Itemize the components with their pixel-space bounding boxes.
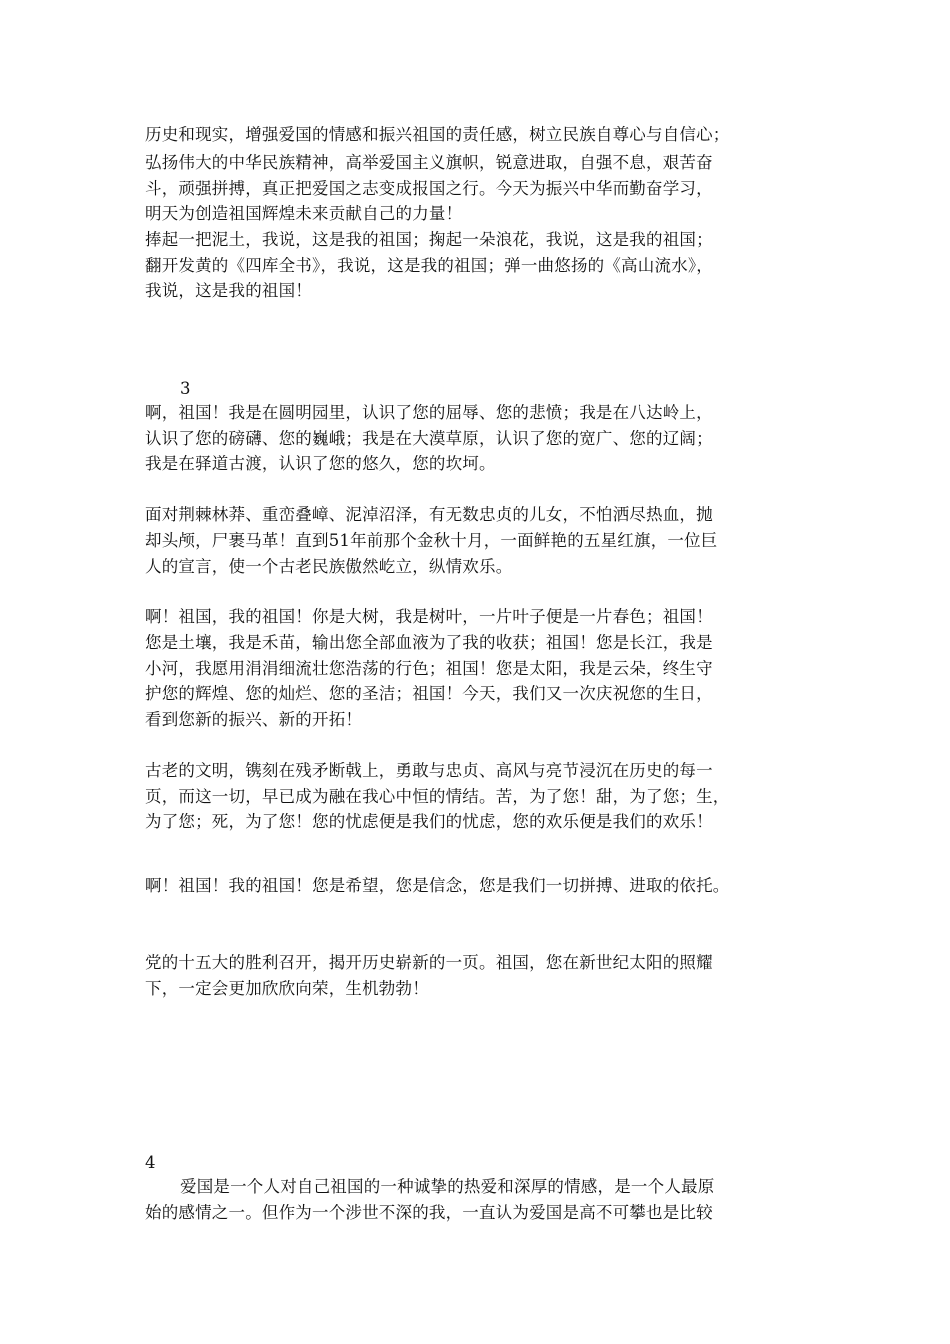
paragraph-line: 弘扬伟大的中华民族精神，高举爱国主义旗帜，锐意进取，自强不息，艰苦奋	[145, 153, 713, 172]
paragraph-line: 认识了您的磅礴、您的巍峨；我是在大漠草原，认识了您的宽广、您的辽阔；	[145, 429, 713, 448]
paragraph-line: 历史和现实，增强爱国的情感和振兴祖国的责任感，树立民族自尊心与自信心；	[145, 125, 730, 144]
paragraph-line: 捧起一把泥土，我说，这是我的祖国；掬起一朵浪花，我说，这是我的祖国；	[145, 230, 713, 249]
paragraph-line: 为了您；死，为了您！您的忧虑便是我们的忧虑，您的欢乐便是我们的欢乐！	[145, 812, 713, 831]
paragraph-line: 啊！祖国，我的祖国！你是大树，我是树叶，一片叶子便是一片春色；祖国！	[145, 607, 713, 626]
section-number: 3	[180, 379, 191, 398]
paragraph-line: 斗，顽强拼搏，真正把爱国之志变成报国之行。今天为振兴中华而勤奋学习，	[145, 179, 713, 198]
paragraph-line: 党的十五大的胜利召开，揭开历史崭新的一页。祖国，您在新世纪太阳的照耀	[145, 953, 713, 972]
paragraph-line: 看到您新的振兴、新的开拓！	[145, 710, 363, 729]
section-number: 4	[145, 1153, 156, 1172]
paragraph-line: 却头颅，尸裹马革！直到51年前那个金秋十月，一面鲜艳的五星红旗，一位巨	[145, 531, 718, 550]
paragraph-line: 下，一定会更加欣欣向荣，生机勃勃！	[145, 979, 429, 998]
paragraph-line: 啊！祖国！我的祖国！您是希望，您是信念，您是我们一切拼搏、进取的依托。	[145, 876, 730, 895]
paragraph-line: 您是土壤，我是禾苗，输出您全部血液为了我的收获；祖国！您是长江，我是	[145, 633, 713, 652]
paragraph-line: 翻开发黄的《四库全书》，我说，这是我的祖国；弹一曲悠扬的《高山流水》，	[145, 256, 713, 275]
paragraph-line: 护您的辉煌、您的灿烂、您的圣洁；祖国！今天，我们又一次庆祝您的生日，	[145, 684, 713, 703]
paragraph-line: 人的宣言，使一个古老民族傲然屹立，纵情欢乐。	[145, 557, 513, 576]
paragraph-line: 小河，我愿用涓涓细流壮您浩荡的行色；祖国！您是太阳，我是云朵，终生守	[145, 659, 713, 678]
paragraph-line: 面对荆棘林莽、重峦叠嶂、泥淖沼泽，有无数忠贞的儿女，不怕洒尽热血，抛	[145, 505, 713, 524]
paragraph-line: 啊，祖国！我是在圆明园里，认识了您的屈辱、您的悲愤；我是在八达岭上，	[145, 403, 713, 422]
paragraph-line: 爱国是一个人对自己祖国的一种诚挚的热爱和深厚的情感，是一个人最原	[180, 1177, 715, 1196]
paragraph-line: 始的感情之一。但作为一个涉世不深的我，一直认为爱国是高不可攀也是比较	[145, 1203, 713, 1222]
paragraph-line: 明天为创造祖国辉煌未来贡献自己的力量！	[145, 204, 463, 223]
paragraph-line: 页，而这一切，早已成为融在我心中恒的情结。苦，为了您！甜，为了您；生，	[145, 787, 730, 806]
paragraph-line: 古老的文明，镌刻在残矛断戟上，勇敢与忠贞、高风与亮节浸沉在历史的每一	[145, 761, 713, 780]
paragraph-line: 我说，这是我的祖国！	[145, 281, 312, 300]
paragraph-line: 我是在驿道古渡，认识了您的悠久，您的坎坷。	[145, 454, 496, 473]
